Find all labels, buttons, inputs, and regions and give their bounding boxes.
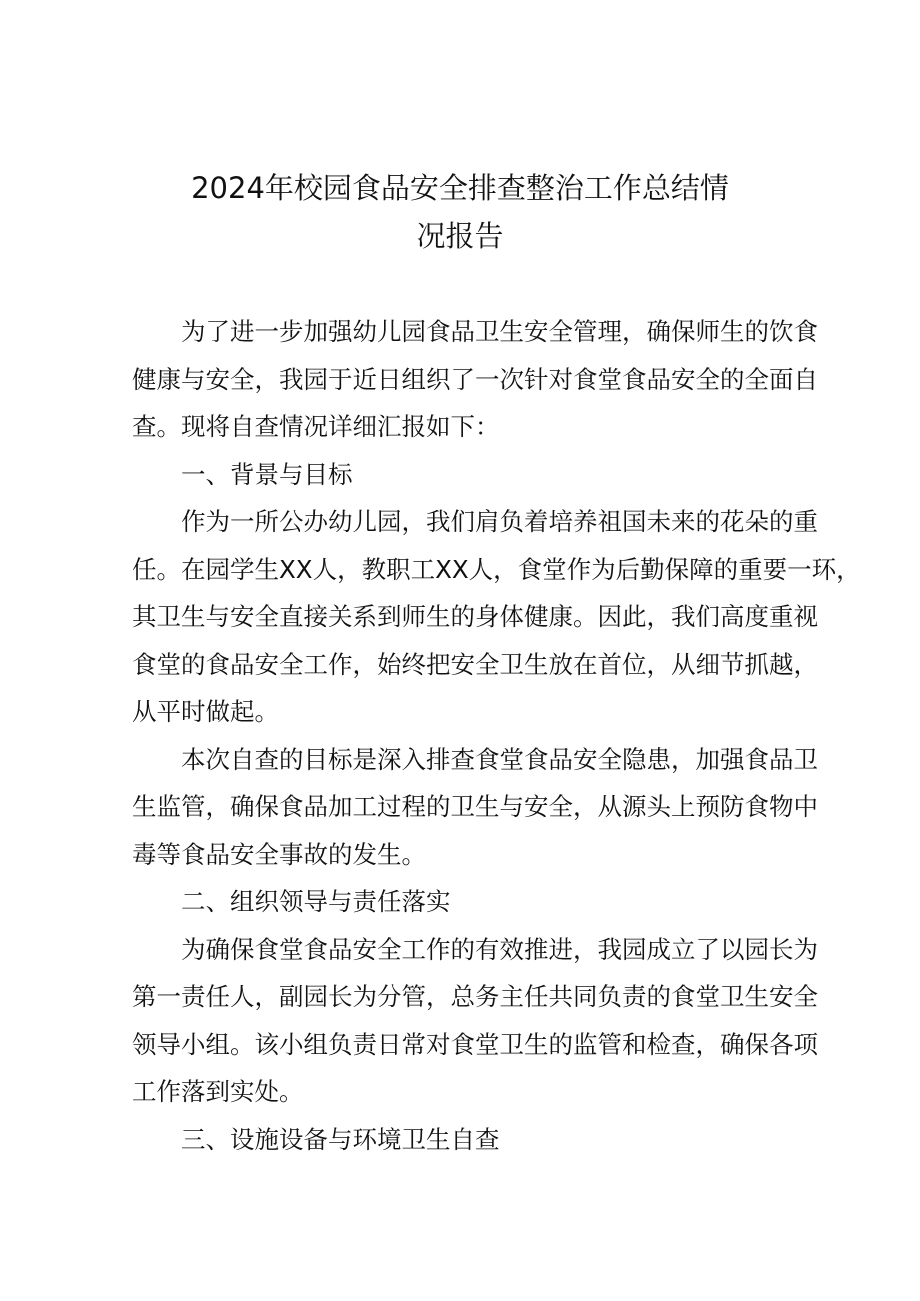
document-title [120, 164, 800, 260]
text-line: 工作落到实处。 [132, 1077, 304, 1106]
section-heading-facilities [132, 1116, 792, 1164]
paragraph-intro [132, 308, 818, 451]
text-line: 为确保食堂食品安全工作的有效推进，我园成立了以园长为 [181, 934, 818, 964]
paragraph-organization [132, 926, 818, 1116]
text-line: 第一责任人，副园长为分管，总务主任共同负责的食堂卫生安全 [132, 982, 818, 1011]
section-heading-organization [132, 878, 792, 926]
text-line: 查。现将自查情况详细汇报如下： [132, 412, 500, 441]
paragraph-background [132, 498, 861, 736]
title-line: 况报告 [416, 219, 504, 253]
text-line: 食堂的食品安全工作，始终把安全卫生放在首位，从细节抓越， [132, 649, 818, 679]
text-line: 健康与安全，我园于近日组织了一次针对食堂食品安全的全面自 [132, 364, 818, 394]
text-line: 从平时做起。 [132, 697, 279, 726]
section-heading-background [132, 451, 792, 499]
text-line: 为了进一步加强幼儿园食品卫生安全管理，确保师生的饮食 [181, 317, 818, 346]
text-line: 其卫生与安全直接关系到师生的身体健康。因此，我们高度重视 [132, 602, 818, 631]
text-line: 本次自查的目标是深入排查食堂食品安全隐患，加强食品卫 [181, 744, 818, 774]
document-body [132, 308, 861, 1163]
heading-line: 二、组织领导与责任落实 [181, 887, 451, 916]
title-line: 2024年校园食品安全排查整治工作总结情 [191, 171, 729, 205]
heading-line: 一、背景与目标 [181, 459, 353, 489]
text-line: 毒等食品安全事故的发生。 [132, 839, 426, 869]
heading-line: 三、设施设备与环境卫生自查 [181, 1124, 500, 1154]
text-line: 任。在园学生XX人，教职工XX人，食堂作为后勤保障的重要一环， [132, 554, 861, 584]
text-line: 生监管，确保食品加工过程的卫生与安全，从源头上预防食物中 [132, 792, 818, 821]
paragraph-goals [132, 736, 818, 879]
text-line: 作为一所公办幼儿园，我们肩负着培养祖国未来的花朵的重 [181, 507, 818, 536]
text-line: 领导小组。该小组负责日常对食堂卫生的监管和检查，确保各项 [132, 1029, 818, 1059]
